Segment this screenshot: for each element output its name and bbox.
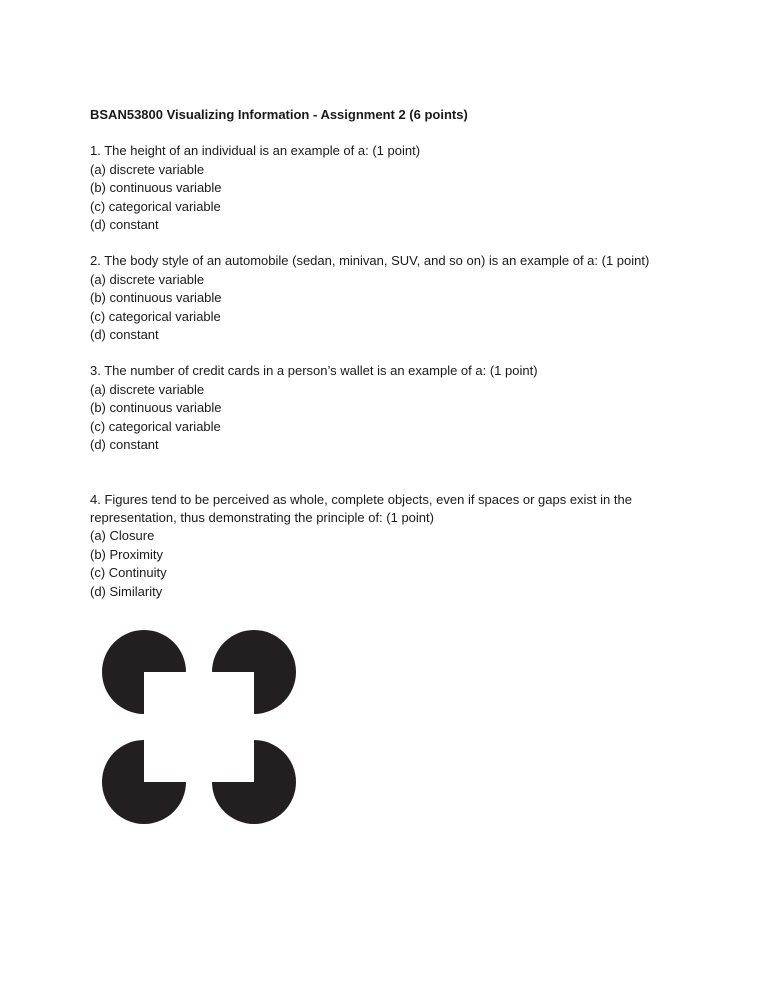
answer-option: (b) Proximity xyxy=(90,546,163,562)
answer-option: (c) categorical variable xyxy=(90,308,221,324)
answer-options xyxy=(90,527,680,601)
question-text: 3. The number of credit cards in a person’s wallet is an example of a: (1 point) xyxy=(90,363,538,379)
answer-option: (a) discrete variable xyxy=(90,271,205,287)
answer-option: (d) constant xyxy=(90,217,159,233)
question-3 xyxy=(90,362,680,454)
answer-option: (b) continuous variable xyxy=(90,400,222,416)
question-text: 1. The height of an individual is an example of a: (1 point) xyxy=(90,143,421,159)
assignment-title: BSAN53800 Visualizing Information - Assignment 2 (6 points) xyxy=(90,107,468,122)
question-text: 4. Figures tend to be perceived as whole, complete objects, even if spaces or gaps exist in the representation, thus demonstrating the principle of: (1 point) xyxy=(90,491,632,525)
answer-option: (c) categorical variable xyxy=(90,418,221,434)
answer-options xyxy=(90,161,680,235)
question-2 xyxy=(90,252,680,344)
answer-option: (b) continuous variable xyxy=(90,180,222,196)
question-4 xyxy=(90,491,680,601)
question-1 xyxy=(90,142,680,234)
answer-option: (d) Similarity xyxy=(90,583,163,599)
answer-options xyxy=(90,271,680,345)
closure-illusion-figure xyxy=(90,618,312,832)
answer-option: (a) discrete variable xyxy=(90,161,205,177)
answer-option: (a) Closure xyxy=(90,528,155,544)
answer-option: (d) constant xyxy=(90,327,159,343)
answer-option: (c) categorical variable xyxy=(90,198,221,214)
document-body xyxy=(90,106,680,619)
question-text: 2. The body style of an automobile (sedan, minivan, SUV, and so on) is an example of a: (1 point) xyxy=(90,253,650,269)
answer-option: (c) Continuity xyxy=(90,565,167,581)
closure-illusion-svg xyxy=(90,618,312,832)
answer-option: (d) constant xyxy=(90,437,159,453)
answer-option: (a) discrete variable xyxy=(90,381,205,397)
answer-option: (b) continuous variable xyxy=(90,290,222,306)
answer-options xyxy=(90,381,680,455)
